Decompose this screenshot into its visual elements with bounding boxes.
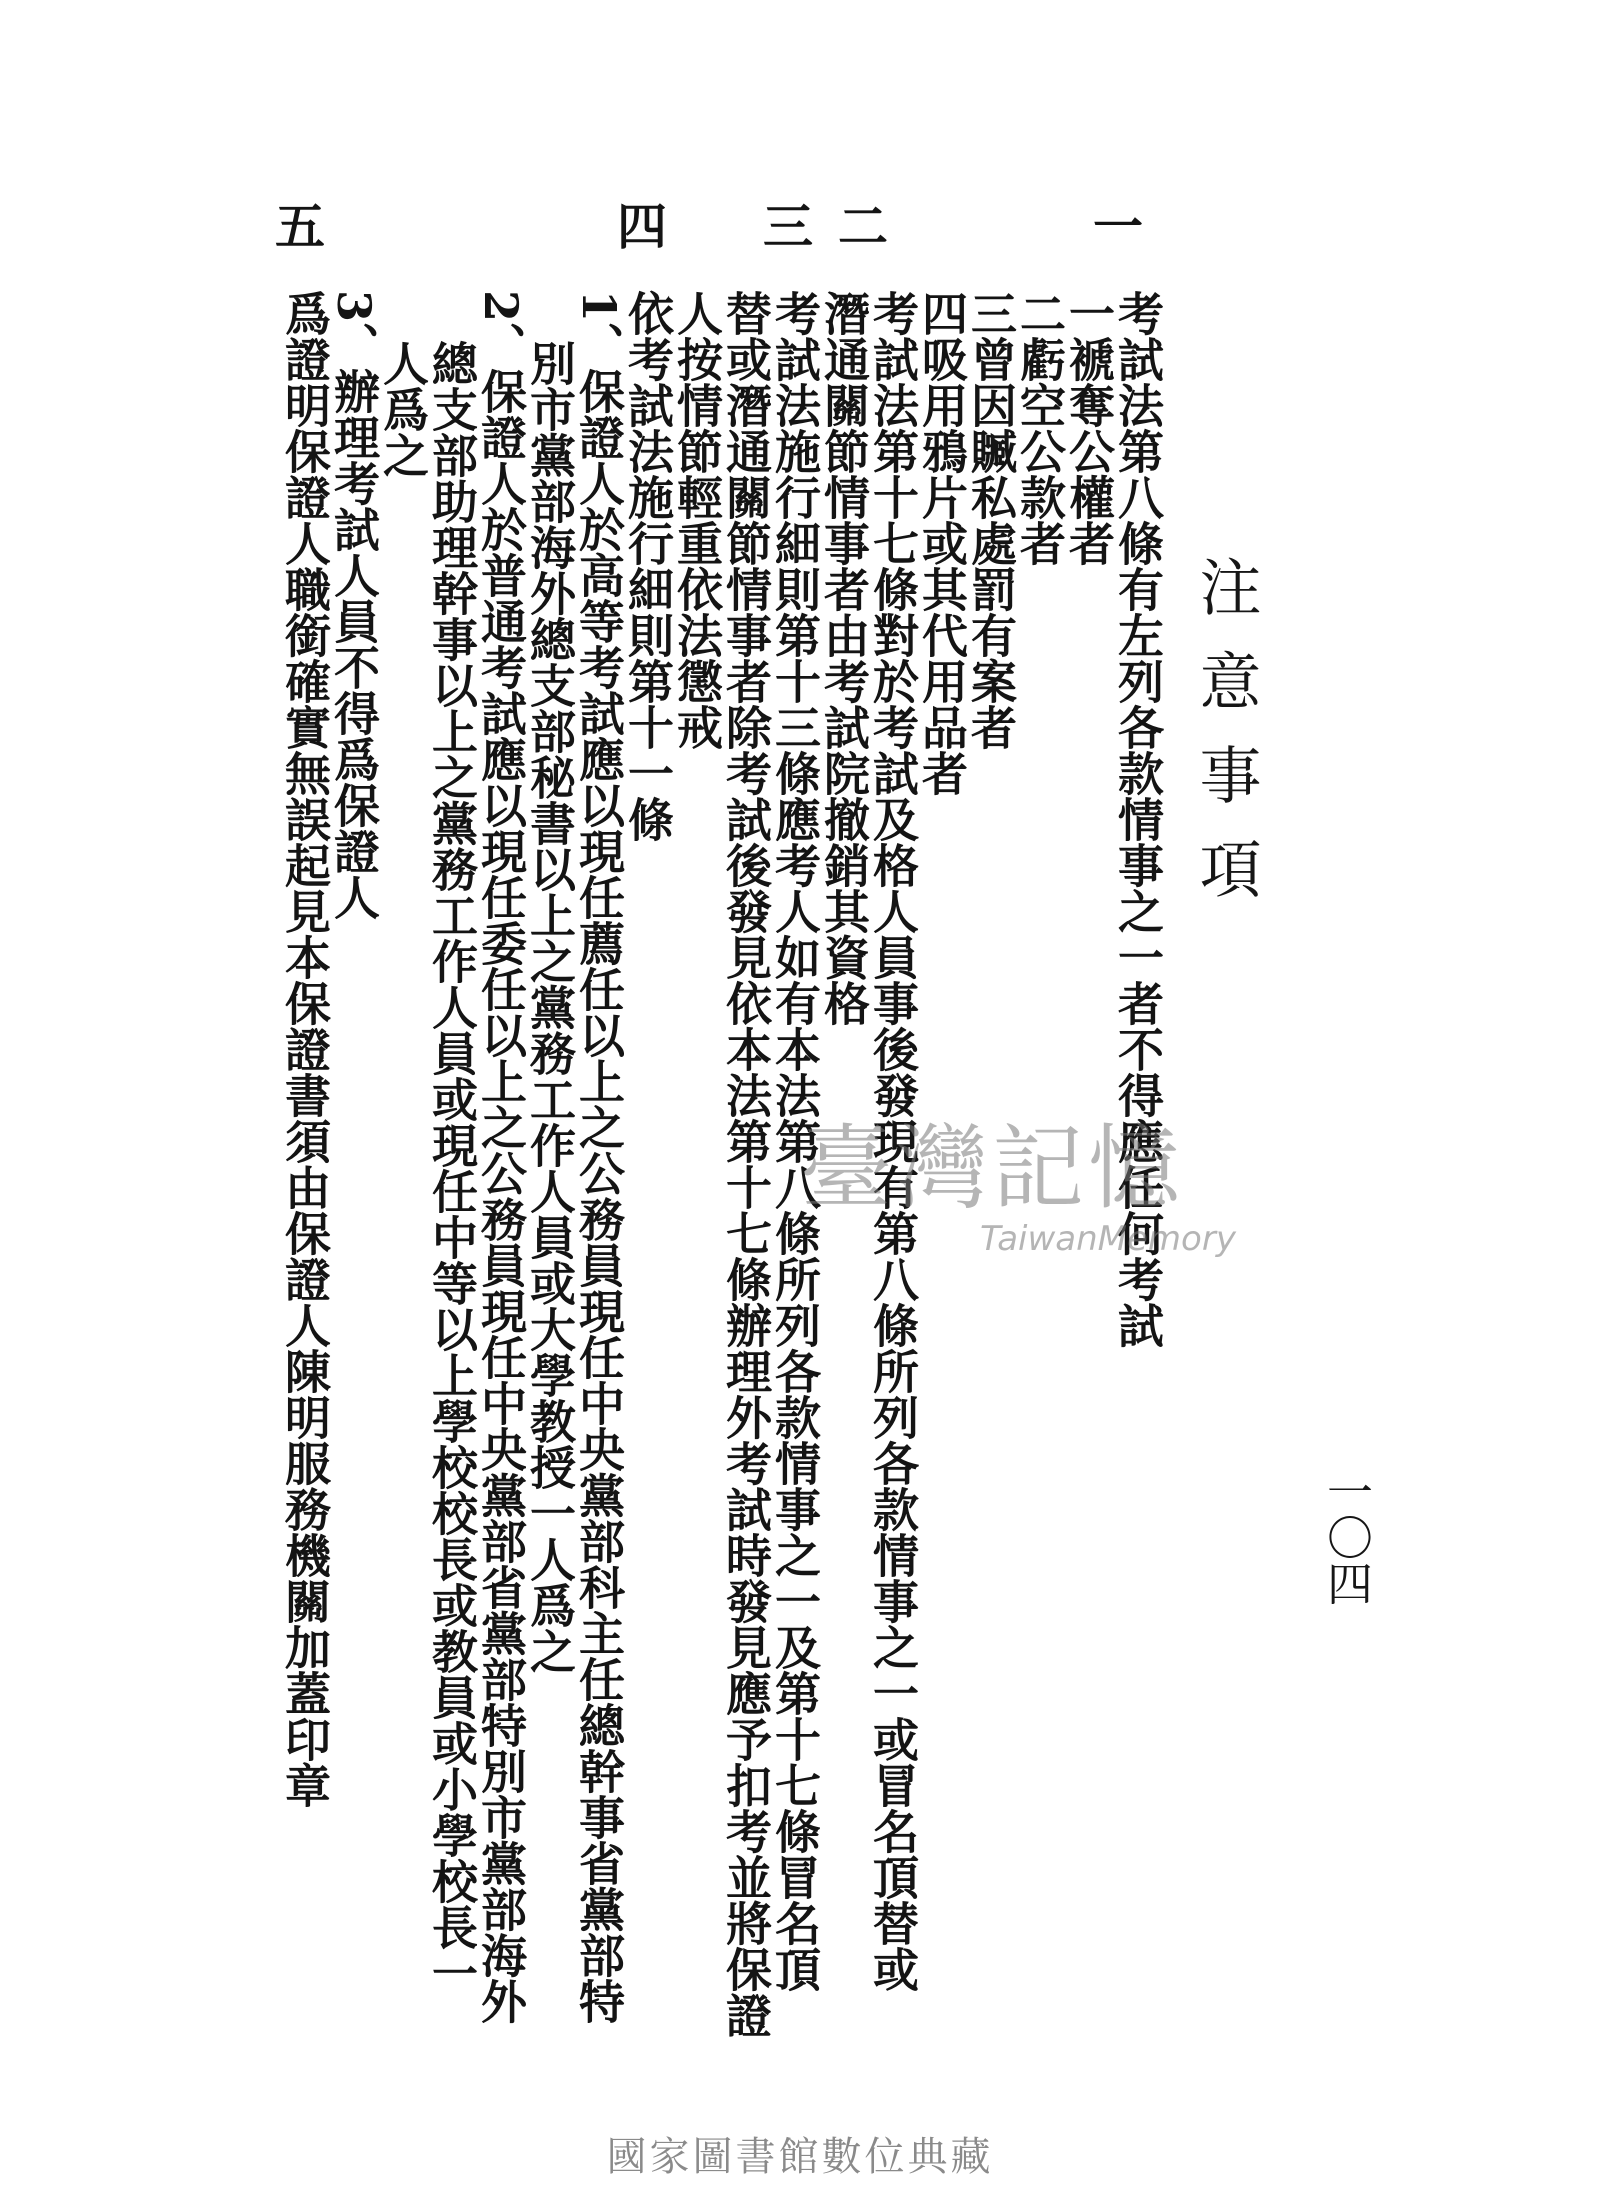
text-column-17: 3、辦理考試人員不得爲保證人 xyxy=(327,290,381,921)
watermark-subtitle: TaiwanMemory xyxy=(980,1219,1236,1259)
section-number-1: 一 xyxy=(1085,200,1144,250)
text-column-6: 考試法第十七條對於考試及格人員事後發現有第八條所列各款情事之一或冒名頂替或 xyxy=(866,290,920,1992)
page-number: 一〇四 xyxy=(1320,1468,1374,1606)
text-column-7: 潛通關節情事者由考試院撤銷其資格 xyxy=(817,290,871,1026)
text-column-2: 一褫奪公權者 xyxy=(1062,290,1116,566)
text-column-13: 別市黨部海外總支部秘書以上之黨務工作人員或大學教授一人爲之 xyxy=(523,340,577,1674)
section-number-3: 三 xyxy=(755,200,814,250)
page-title: 注意事項 xyxy=(1189,555,1262,931)
text-column-16: 人爲之 xyxy=(376,340,430,478)
text-column-9: 替或潛通關節情事者除考試後發見依本法第十七條辦理外考試時發見應予扣考並將保證 xyxy=(719,290,773,2038)
text-column-10: 人按情節輕重依法懲戒 xyxy=(670,290,724,750)
text-column-11: 依考試法施行細則第十一條 xyxy=(621,290,675,842)
section-number-2: 二 xyxy=(830,200,889,250)
footer-archive-label: 國家圖書館數位典藏 xyxy=(606,2134,994,2180)
text-column-3: 二虧空公款者 xyxy=(1013,290,1067,566)
text-column-8: 考試法施行細則第十三條應考人如有本法第八條所列各款情事之一及第十七條冒名頂 xyxy=(768,290,822,1992)
section-number-5: 五 xyxy=(267,200,326,250)
text-column-12: 1、保證人於高等考試應以現任薦任以上之公務員現任中央黨部科主任總幹事省黨部特 xyxy=(572,290,626,2025)
text-column-5: 四吸用鴉片或其代用品者 xyxy=(915,290,969,796)
watermark-logo xyxy=(800,1095,1260,1295)
section-number-4: 四 xyxy=(609,200,668,250)
text-column-15: 總支部助理幹事以上之黨務工作人員或現任中等以上學校校長或教員或小學校長一 xyxy=(425,340,479,1996)
text-column-4: 三曾因贓私處罰有案者 xyxy=(964,290,1018,750)
text-column-14: 2、保證人於普通考試應以現任委任以上之公務員現任中央黨部省黨部特別市黨部海外 xyxy=(474,290,528,2025)
text-column-1: 考試法第八條有左列各款情事之一者不得應任何考試 xyxy=(1111,290,1165,1348)
text-column-18: 爲證明保證人職銜確實無誤起見本保證書須由保證人陳明服務機關加蓋印章 xyxy=(278,290,332,1808)
watermark-chars: 臺灣記憶 xyxy=(800,1115,1185,1222)
